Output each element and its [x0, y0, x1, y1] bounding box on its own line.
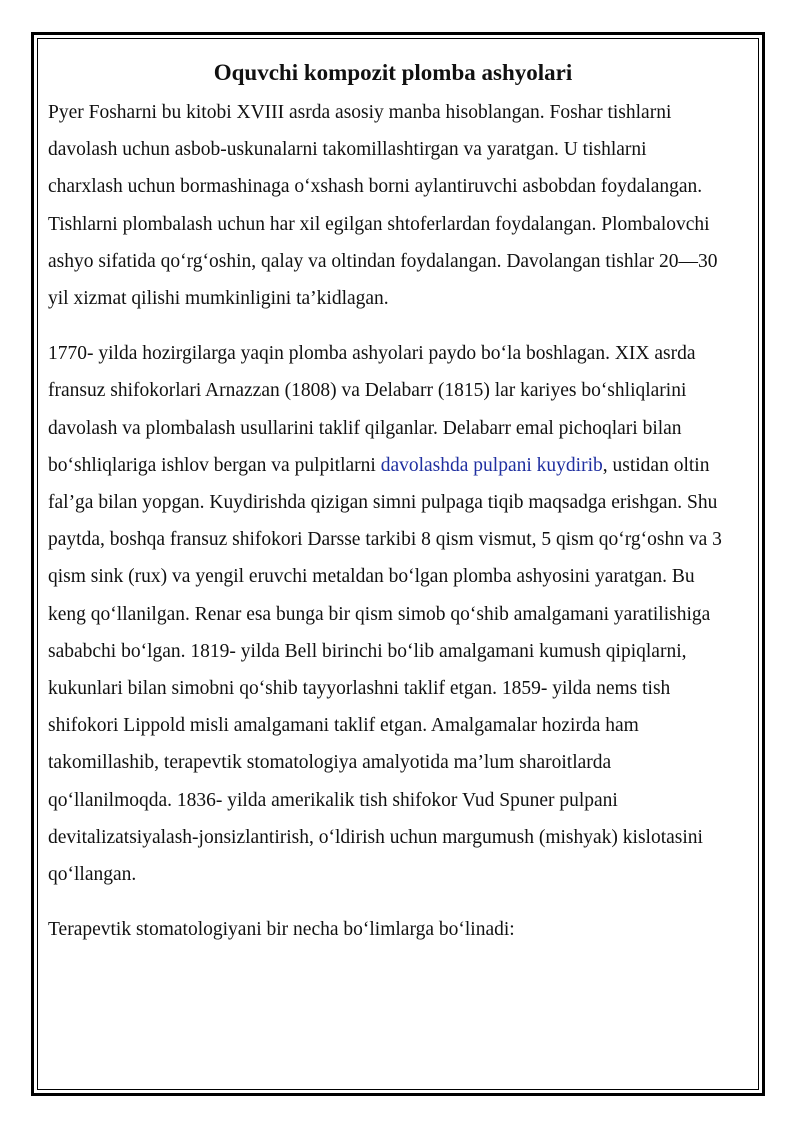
document-body — [48, 56, 724, 948]
paragraph-2-text-end: , ustidan oltin fal’ga bilan yopgan. Kuydirishda qizigan simni pulpaga tiqib maqsadga erishgan. Shu paytda, boshqa fransuz shifokori Darsse tarkibi 8 qism vismut, 5 qism qo‘rg‘oshn va 3 qism sink (rux) va yengil eruvchi metaldan bo‘lgan plomba ashyosini yaratgan. Bu keng qo‘llanilgan. Renar esa bunga bir qism simob qo‘shib amalgamani yaratilishiga sababchi bo‘lgan. 1819- yilda Bell birinchi bo‘lib amalgamani kumush qipiqlarni, kukunlari bilan simobni qo‘shib tayyorlashni taklif etgan. 1859- yilda nems tish shifokori Lippold misli amalgamani taklif etgan. Amalgamalar hozirda ham takomillashib, terapevtik stomatologiya amalyotida ma’lum sharoitlarda qo‘llanilmoqda. 1836- yilda amerikalik tish shifokor Vud Spuner pulpani devitalizatsiyalash-jonsizlantirish, o‘ldirish uchun margumush (mishyak) kislotasini qo‘llangan. — [48, 454, 722, 886]
davolashda-link[interactable]: davolashda pulpani kuydirib — [380, 454, 603, 476]
paragraph-3: Terapevtik stomatologiyani bir necha bo‘limlarga bo‘linadi: — [48, 919, 515, 941]
document-title: Oquvchi kompozit plomba ashyolari — [213, 60, 573, 85]
paragraph-1: Pyer Fosharni bu kitobi XVIII asrda asosiy manba hisoblangan. Foshar tishlarni davolash uchun asbob-uskunalarni takomillashtirgan va yaratgan. U tishlarni charxlash uchun bormashinaga o‘xshash borni aylantiruvchi asbobdan foydalangan. Tishlarni plombalash uchun har xil egilgan shtoferlardan foydalangan. Plombalovchi ashyo sifatida qo‘rg‘oshin, qalay va oltindan foydalangan. Davolangan tishlar 20—30 yil xizmat qilishi mumkinligini ta’kidlagan. — [48, 102, 718, 310]
paragraph-2-text-start: 1770- yilda hozirgilarga yaqin plomba ashyolari paydo bo‘la boshlagan. XIX asrda fransuz shifokorlari Arnazzan (1808) va Delabarr (1815) lar kariyes bo‘shliqlarini davolash va plombalash usullarini taklif qilganlar. Delabarr emal pichoqlari bilan bo‘shliqlariga ishlov bergan va pulpitlarni — [48, 343, 696, 476]
paragraph-2 — [48, 335, 724, 893]
